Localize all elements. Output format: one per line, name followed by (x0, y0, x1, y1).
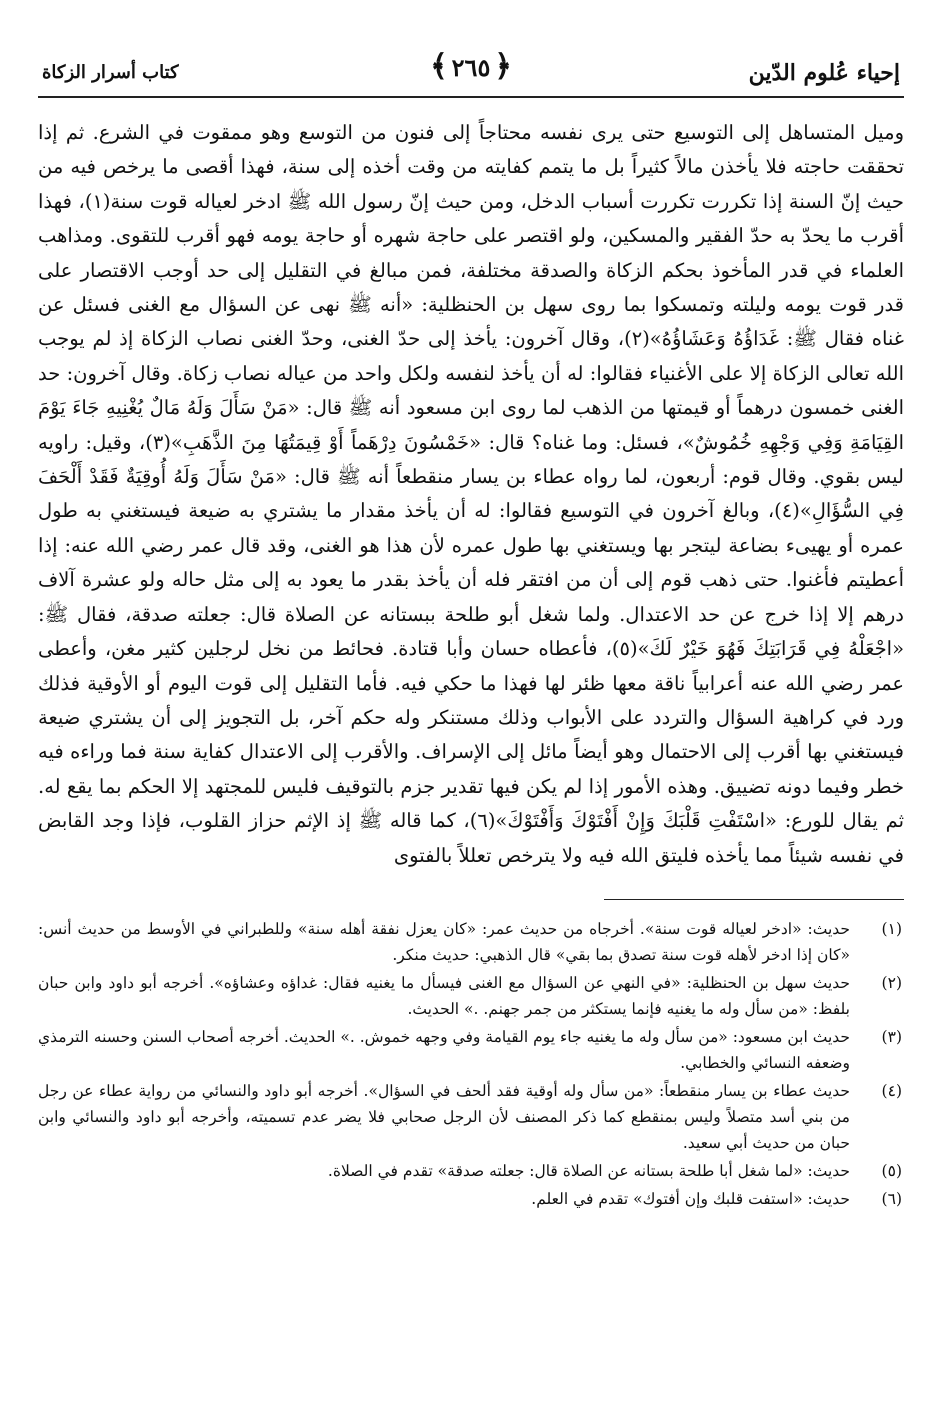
footnotes (38, 916, 904, 1212)
footnote-text: حديث: «ادخر لعياله قوت سنة». أخرجاه من حديث عمر: «كان يعزل نفقة أهله سنة» وللطبراني في الأوسط من حديث أنس: «كان إذا ادخر لأهله قوت سنة تصدق بما بقي» قال الذهبي: حديث منكر. (38, 919, 850, 964)
footnote (38, 1186, 904, 1212)
book-title: إحياء عُلوم الدّين (748, 60, 900, 86)
footnote-text: حديث ابن مسعود: «من سأل وله ما يغنيه جاء يوم القيامة وفي وجهه خموش. .» الحديث. أخرجه أصحاب السنن وحسنه الترمذي وضعفه النسائي والخطابي. (38, 1027, 850, 1072)
footnote-number: (٦) (881, 1189, 902, 1208)
footnote (38, 1024, 904, 1076)
footnote-text: حديث: «استفت قلبك وإن أفتوك» تقدم في العلم. (531, 1189, 850, 1208)
footnote (38, 1078, 904, 1156)
footnote (38, 1158, 904, 1184)
ornament-left-icon: ﴿ (494, 49, 512, 84)
chapter-title: كتاب أسرار الزكاة (42, 62, 179, 83)
footnote-text: حديث سهل بن الحنظلية: «في النهي عن السؤال مع الغنى فيسأل ما يغنيه فقال: غداؤه وعشاؤه». أخرجه أبو داود وابن حبان بلفظ: «من سأل وله ما يغنيه فإنما يستكثر من جمر جهنم. .» الحديث. (38, 973, 850, 1018)
page-number-badge (430, 49, 512, 84)
footnote (38, 970, 904, 1022)
footnote-number: (٣) (881, 1027, 902, 1046)
footnote-number: (٤) (881, 1081, 902, 1100)
footnote-number: (٢) (881, 973, 902, 992)
footnote (38, 916, 904, 968)
footnote-text: حديث عطاء بن يسار منقطعاً: «من سأل وله أوقية فقد ألحف في السؤال». أخرجه أبو داود والنسائي من رواية عطاء عن رجل من بني أسد متصلاً وليس بمنقطع كما ذكر المصنف لأن الرجل صحابي فلا يضر عدم تسميته، وأخرجه أبو داود والنسائي وابن حبان من حديث أبي سعيد. (38, 1081, 850, 1152)
document-page (38, 50, 904, 1214)
main-text (38, 116, 904, 873)
paragraph: وميل المتساهل إلى التوسيع حتى يرى نفسه محتاجاً إلى فنون من التوسع وهو ممقوت في الشرع. ثم إذا تحققت حاجته فلا يأخذن مالاً كثيراً بل ما يتمم كفايته من وقت أخذه إلى سنة، فهذا أقصى ما يرخص فيه من حيث إنّ السنة إذا تكررت تكررت أسباب الدخل، ومن حيث إنّ رسول الله ﷺ ادخر لعياله قوت سنة(١)، فهذا أقرب ما يحدّ به حدّ الفقير والمسكين، ولو اقتصر على حاجة شهره أو حاجة يومه فهو أقرب للتقوى. ومذاهب العلماء في قدر المأخوذ بحكم الزكاة والصدقة مختلفة، فمن مبالغ في التقليل إلى حد أوجب الاقتصار على قدر قوت يومه وليلته وتمسكوا بما روى سهل بن الحنظلية: «أنه ﷺ نهى عن السؤال مع الغنى فسئل عن غناه فقال ﷺ: غَدَاؤُهُ وَعَشَاؤُهُ»(٢)، وقال آخرون: يأخذ إلى حدّ الغنى، وحدّ الغنى نصاب الزكاة إذ لم يوجب الله تعالى الزكاة إلا على الأغنياء فقالوا: له أن يأخذ لنفسه ولكل واحد من عياله نصاب زكاة. وقال آخرون: حد الغنى خمسون درهماً أو قيمتها من الذهب لما روى ابن مسعود أنه ﷺ قال: «مَنْ سَأَلَ وَلَهُ مَالٌ يُغْنِيهِ جَاءَ يَوْمَ القِيَامَةِ وَفِي وَجْهِهِ خُمُوشٌ»، فسئل: وما غناه؟ قال: «خَمْسُونَ دِرْهَماً أَوْ قِيمَتُهَا مِنَ الذَّهَبِ»(٣)، وقيل: راويه ليس بقوي. وقال قوم: أربعون، لما رواه عطاء بن يسار منقطعاً أنه ﷺ قال: «مَنْ سَأَلَ وَلَهُ أُوقِيَةٌ فَقَدْ أَلْحَفَ فِي السُّؤَالِ»(٤)، وبالغ آخرون في التوسيع فقالوا: له أن يأخذ مقدار ما يشتري به ضيعة فيستغني به طول عمره أو يهيىء بضاعة ليتجر بها ويستغني بها طول عمره لأن هذا هو الغنى، وقد قال عمر رضي الله عنه: إذا أعطيتم فأغنوا. حتى ذهب قوم إلى أن من افتقر فله أن يأخذ بقدر ما يعود به إلى مثل حاله ولو عشرة آلاف درهم إلا إذا خرج عن حد الاعتدال. ولما شغل أبو طلحة ببستانه عن الصلاة قال: جعلته صدقة، فقال ﷺ: «اجْعَلْهُ فِي قَرَابَتِكَ فَهُوَ خَيْرٌ لَكَ»(٥)، فأعطاه حسان وأبا قتادة. فحائط من نخل لرجلين كثير مغن، وأعطى عمر رضي الله عنه أعرابياً ناقة معها ظئر لها فهذا ما حكي فيه. فأما التقليل إلى قوت اليوم أو الأوقية فذلك ورد في كراهية السؤال والتردد على الأبواب وذلك مستنكر وله حكم آخر، بل التجويز إلى أن يشتري ضيعة فيستغني بها أقرب إلى الاحتمال وهو أيضاً مائل إلى الإسراف. والأقرب إلى الاعتدال كفاية سنة فما وراءه فيه خطر وفيما دونه تضييق. وهذه الأمور إذا لم يكن فيها تقدير جزم بالتوقيف فليس للمجتهد إلا الحكم بما يقع له. ثم يقال للورع: «اسْتَفْتِ قَلْبَكَ وَإِنْ أَفْتَوْكَ وَأَفْتَوْكَ»(٦)، كما قاله ﷺ إذ الإثم حزاز القلوب، فإذا وجد القابض في نفسه شيئاً مما يأخذه فليتق الله فيه ولا يترخص تعللاً بالفتوى (38, 121, 905, 867)
ornament-right-icon: ﴾ (430, 49, 448, 84)
footnote-text: حديث: «لما شغل أبا طلحة بستانه عن الصلاة قال: جعلته صدقة» تقدم في الصلاة. (327, 1161, 850, 1180)
footnote-number: (١) (881, 919, 902, 938)
footnote-number: (٥) (881, 1161, 902, 1180)
page-header (38, 50, 904, 98)
page-number: ٢٦٥ (451, 52, 491, 82)
footnote-divider (604, 899, 904, 900)
